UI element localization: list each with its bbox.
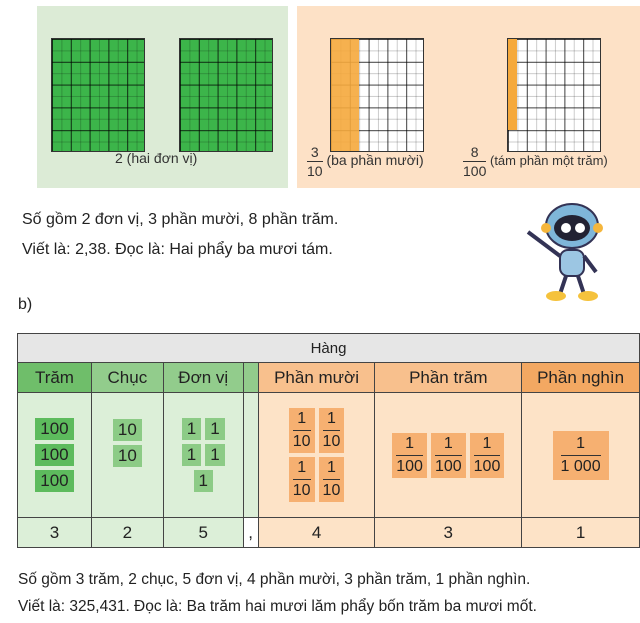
tenths-chips: $\frac{1}{10}$ $\frac{1}{10}$ $\frac{1}{10}$ $\frac{1}{10}$ [258,393,375,518]
unit-grid-1 [51,38,145,152]
col-hundredths: Phần trăm [375,363,522,393]
units-caption: 2 (hai đơn vị) [115,150,198,166]
digit-hundredths: 3 [375,518,522,548]
digit-tenths: 4 [258,518,375,548]
fraction-8-100: $\frac{8}{100}$ [463,144,487,179]
thousandths-chips: $\frac{1}{1 000}$ [522,393,640,518]
part-b-label: b) [18,296,33,313]
hundredths-label: $\frac{8}{100}$ (tám phần một trăm) [463,144,608,179]
digit-ones: 5 [163,518,243,548]
hundredths-chips: $\frac{1}{100}$ $\frac{1}{100}$ $\frac{1}{100}$ [375,393,522,518]
robot-mascot-icon [520,198,615,303]
fraction-3-10: $\frac{3}{10}$ [307,144,323,179]
part-b-line-1: Số gồm 3 trăm, 2 chục, 5 đơn vị, 4 phần mười, 3 phần trăm, 1 phần nghìn. [18,571,531,588]
digit-hundreds: 3 [18,518,92,548]
tenths-grid [330,38,424,152]
hundreds-chips: 100 100 100 [18,393,92,518]
part-a-line-1: Số gồm 2 đơn vị, 3 phần mười, 8 phần trăm. [22,211,339,228]
place-value-table [17,333,640,548]
fractions-panel [297,6,640,188]
units-panel [37,6,288,188]
digit-tens: 2 [91,518,163,548]
col-hundreds: Trăm [18,363,92,393]
hundredths-grid [507,38,601,152]
decimal-comma: , [243,518,258,548]
col-tens: Chục [91,363,163,393]
group-header: Hàng [18,334,640,363]
col-ones: Đơn vị [163,363,243,393]
col-tenths: Phần mười [258,363,375,393]
unit-grid-2 [179,38,273,152]
tenths-label: $\frac{3}{10}$ (ba phần mười) [307,144,424,179]
tens-chips: 10 10 [91,393,163,518]
ones-chips: 1 1 1 1 1 [163,393,243,518]
part-b-line-2: Viết là: 325,431. Đọc là: Ba trăm hai mươi lăm phẩy bốn trăm ba mươi mốt. [18,598,537,615]
col-thousandths: Phần nghìn [522,363,640,393]
part-a-line-2: Viết là: 2,38. Đọc là: Hai phẩy ba mươi tám. [22,241,333,258]
digit-thousandths: 1 [522,518,640,548]
